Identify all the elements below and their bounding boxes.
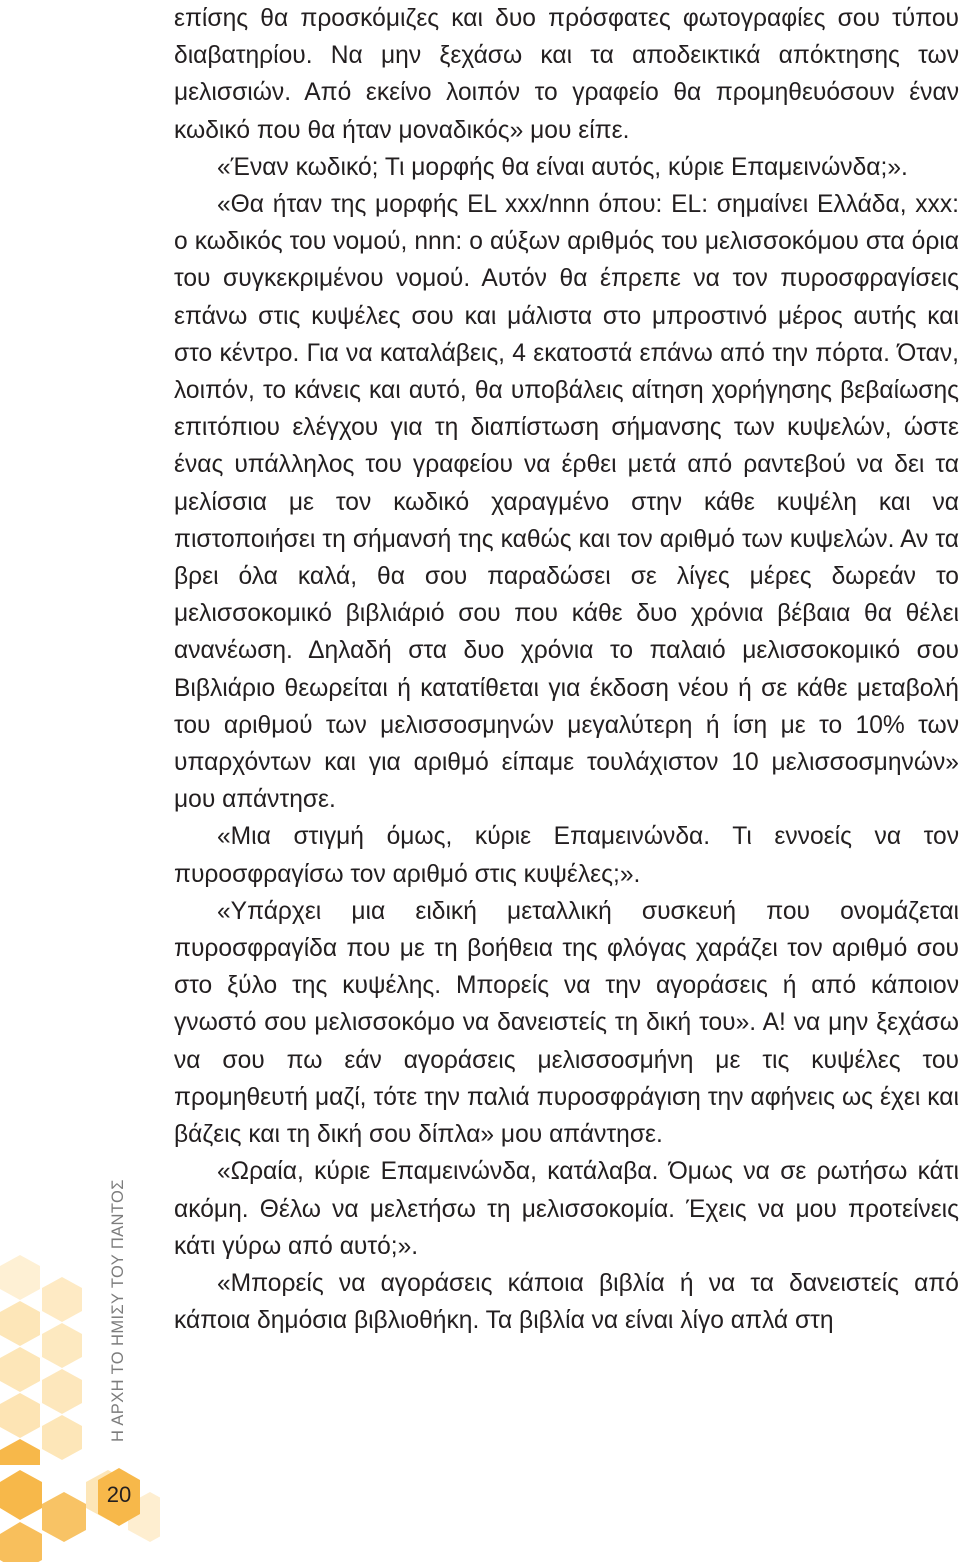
hex-cell	[42, 1415, 82, 1460]
hex-cell	[0, 1522, 42, 1562]
hex-cell	[42, 1369, 82, 1414]
paragraph-3: «Θα ήταν της μορφής EL xxx/nnn όπου: EL: σημαίνει Ελλάδα, xxx: ο κωδικός του νομού, nnn: ο αύξων αριθμός του μελισσοκόμου στα όρια του συγκεκριμένου νομού. Αυτόν θα έπρεπε να τον πυροσφραγίσεις επάνω στις κυψέλες σου και μάλιστα στο μπροστινό μέρος αυτής και στο κέντρο. Για να καταλάβεις, 4 εκατοστά επάνω από την πόρτα. Όταν, λοιπόν, το κάνεις και αυτό, θα υποβάλεις αίτηση χορήγησης βεβαίωσης επιτόπιου ελέγχου για τη διαπίστωση σήμανσης των κυψελών, ώστε ένας υπάλληλος του γραφείου να έρθει μετά από ραντεβού να δει τα μελίσσια με τον κωδικό χαραγμένο στην κάθε κυψέλη και να πιστοποιήσει τη σήμανσή της καθώς και τον αριθμό των κυψελών. Αν τα βρει όλα καλά, θα σου παραδώσει σε λίγες μέρες δωρεάν το μελισσοκομικό βιβλιάριό σου που κάθε δυο χρόνια βέβαια θα θέλει ανανέωση. Δηλαδή στα δυο χρόνια το παλαιό μελισσοκομικό σου Βιβλιάριο θεωρείται ή κατατίθεται για έκδοση νέου ή σε κάθε μεταβολή του αριθμού των μελισσοσμηνών μεγαλύτερη ή ίση με το 10% των υπαρχόντων και για αριθμό είπαμε τουλάχιστον 10 μελισσοσμηνών» μου απάντησε.	[174, 191, 959, 814]
paragraph-1: επίσης θα προσκόμιζες και δυο πρόσφατες φωτογραφίες σου τύπου διαβατηρίου. Να μην ξεχάσω και τα αποδεικτικά απόκτησης των μελισσιών. Από εκείνο λοιπόν το γραφείο θα προμηθευόσουν έναν κωδικό που θα ήταν μοναδικός» μου είπε.	[174, 5, 959, 144]
hex-cell	[0, 1393, 40, 1438]
hex-cell	[42, 1277, 82, 1322]
hex-cell	[42, 1492, 86, 1542]
honeycomb-decoration	[0, 1255, 100, 1465]
paragraph-4: «Μια στιγμή όμως, κύριε Επαμεινώνδα. Τι εννοείς να τον πυροσφραγίσω τον αριθμό στις κυψέλες;».	[174, 823, 959, 888]
hex-cell	[0, 1301, 40, 1346]
paragraph-6: «Ωραία, κύριε Επαμεινώνδα, κατάλαβα. Όμως να σε ρωτήσω κάτι ακόμη. Θέλω να μελετήσω τη μελισσοκομία. Έχεις να μου προτείνεις κάτι γύρω από αυτό;».	[174, 1158, 959, 1260]
hex-cell	[0, 1470, 42, 1520]
page-number: 20	[106, 1482, 132, 1507]
body-text	[174, 0, 959, 1339]
paragraph-5: «Υπάρχει μια ειδική μεταλλική συσκευή που ονομάζεται πυροσφραγίδα που με τη βοήθεια της φλόγας χαράζει τον αριθμό σου στο ξύλο της κυψέλης. Μπορείς να την αγοράσεις ή από κάποιον γνωστό σου μελισσοκόμο να δανειστείς τη δική του». Α! να μην ξεχάσω να σου πω εάν αγοράσεις μελισσοσμήνη με τις κυψέλες του προμηθευτή μαζί, τότε την παλιά πυροσφράγιση την αφήνεις ως έχει και βάζεις και τη δική σου δίπλα» μου απάντησε.	[174, 897, 959, 1149]
hex-cell	[0, 1255, 40, 1300]
paragraph-7: «Μπορείς να αγοράσεις κάποια βιβλία ή να τα δανειστείς από κάποια δημόσια βιβλιοθήκη. Τα βιβλία να είναι λίγο απλά στη	[174, 1269, 959, 1335]
hex-cell	[42, 1323, 82, 1368]
running-title: Η ΑΡΧΗ ΤΟ ΗΜΙΣΥ ΤΟΥ ΠΑΝΤΟΣ	[109, 1179, 127, 1442]
paragraph-2: «Έναν κωδικό; Τι μορφής θα είναι αυτός, κύριε Επαμεινώνδα;».	[217, 153, 908, 181]
hex-cell	[0, 1347, 40, 1392]
